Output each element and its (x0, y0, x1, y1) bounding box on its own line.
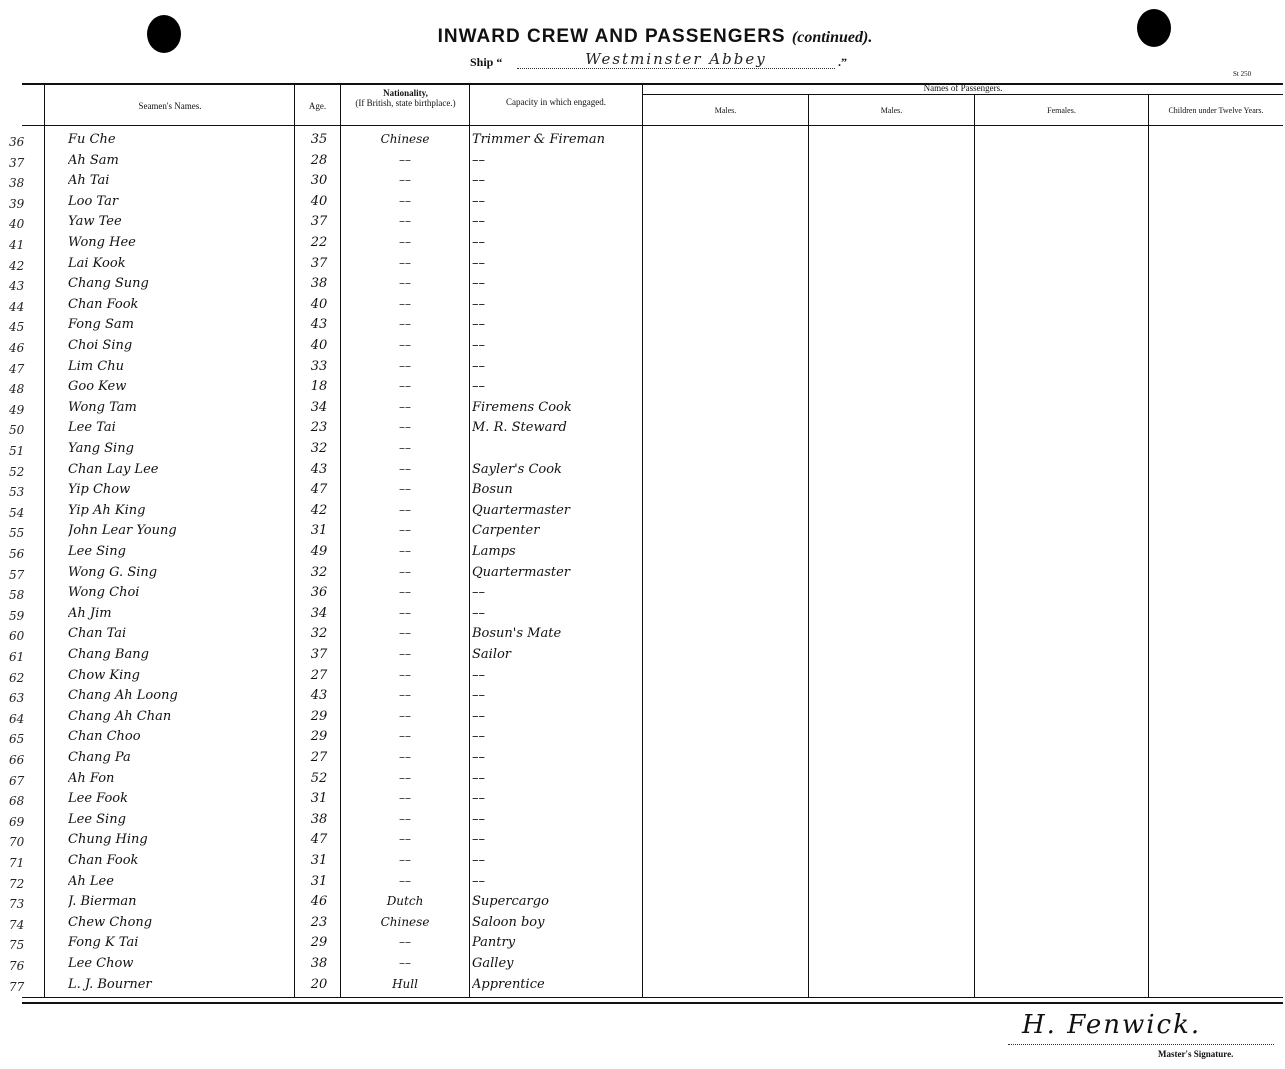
seaman-capacity: Supercargo (472, 894, 549, 909)
seaman-capacity: –– (472, 153, 485, 168)
seaman-capacity: Bosun's Mate (472, 626, 562, 641)
seaman-age: 37 (310, 214, 328, 229)
seaman-name: Chang Pa (68, 750, 131, 765)
seaman-capacity: –– (472, 668, 485, 683)
seaman-name: Lim Chu (68, 359, 124, 374)
seaman-age: 31 (310, 874, 328, 889)
seaman-nationality: –– (399, 791, 411, 805)
seaman-capacity: Lamps (472, 544, 516, 559)
seaman-nationality: –– (399, 812, 411, 826)
seaman-age: 37 (310, 256, 328, 271)
seaman-age: 49 (310, 544, 328, 559)
seaman-nationality: Chinese (380, 132, 430, 146)
seaman-capacity: Sayler's Cook (472, 462, 562, 477)
ship-label: Ship “ (470, 55, 503, 69)
seaman-age: 52 (310, 771, 328, 786)
seaman-capacity: Bosun (472, 482, 513, 497)
seaman-nationality: –– (399, 771, 411, 785)
seaman-capacity: –– (472, 317, 485, 332)
seaman-nationality: –– (399, 400, 411, 414)
row-number: 54 (9, 506, 25, 520)
seaman-capacity: Saloon boy (472, 915, 545, 930)
seaman-age: 43 (310, 462, 328, 477)
seaman-nationality: –– (399, 668, 411, 682)
seaman-name: Lee Sing (68, 544, 126, 559)
seaman-age: 47 (310, 832, 328, 847)
seaman-nationality: –– (399, 503, 411, 517)
seaman-age: 31 (310, 791, 328, 806)
seaman-nationality: –– (399, 276, 411, 290)
row-number: 57 (9, 568, 25, 582)
seaman-capacity: –– (472, 832, 485, 847)
seaman-age: 32 (310, 626, 328, 641)
seaman-age: 20 (310, 977, 328, 992)
seaman-nationality: –– (399, 709, 411, 723)
seaman-name: Lee Chow (68, 956, 134, 971)
row-number: 74 (9, 918, 25, 932)
column-rule (974, 95, 975, 997)
seaman-nationality: –– (399, 462, 411, 476)
row-number: 76 (9, 959, 25, 973)
seaman-name: Chew Chong (68, 915, 153, 930)
row-number: 63 (9, 691, 25, 705)
row-number: 47 (9, 362, 25, 376)
row-number: 51 (9, 444, 25, 458)
seaman-name: Wong Choi (68, 585, 140, 600)
seaman-capacity: –– (472, 214, 485, 229)
seaman-name: Yip Chow (68, 482, 131, 497)
column-rule (1148, 95, 1149, 997)
seaman-age: 36 (310, 585, 328, 600)
seaman-nationality: –– (399, 420, 411, 434)
form-number: St 250 (1233, 70, 1252, 78)
signature-line (1008, 1044, 1274, 1045)
seaman-nationality: –– (399, 317, 411, 331)
seaman-age: 40 (310, 194, 328, 209)
seaman-name: Chang Ah Chan (68, 709, 172, 724)
seaman-capacity: –– (472, 688, 485, 703)
seaman-age: 27 (310, 668, 328, 683)
row-number: 50 (9, 423, 25, 437)
header-males-2: Males. (880, 106, 903, 115)
seaman-age: 23 (310, 915, 328, 930)
seaman-capacity: –– (472, 874, 485, 889)
seaman-age: 35 (310, 132, 328, 147)
header-nationality (342, 88, 469, 108)
header-males-1: Males. (714, 106, 737, 115)
seaman-age: 31 (310, 523, 328, 538)
seaman-nationality: –– (399, 874, 411, 888)
seaman-capacity: Galley (472, 956, 514, 971)
seaman-nationality: –– (399, 153, 411, 167)
seaman-capacity: –– (472, 791, 485, 806)
seaman-name: Lee Tai (68, 420, 116, 435)
row-number: 60 (9, 629, 25, 643)
seaman-age: 42 (310, 503, 328, 518)
row-number: 77 (9, 980, 25, 994)
column-rule (294, 84, 295, 997)
seaman-name: John Lear Young (68, 523, 177, 538)
seaman-age: 31 (310, 853, 328, 868)
seaman-capacity: Trimmer & Fireman (472, 132, 605, 147)
seaman-age: 29 (310, 729, 328, 744)
seaman-nationality: –– (399, 173, 411, 187)
seaman-nationality: –– (399, 482, 411, 496)
row-number: 67 (9, 774, 25, 788)
row-number: 73 (9, 897, 25, 911)
seaman-name: Wong Hee (68, 235, 136, 250)
seaman-nationality: –– (399, 647, 411, 661)
seaman-age: 30 (310, 173, 328, 188)
seaman-name: Fong K Tai (68, 935, 139, 950)
row-number: 45 (9, 320, 25, 334)
row-number: 41 (9, 238, 25, 252)
column-rule (808, 95, 809, 997)
seaman-capacity: Quartermaster (472, 503, 571, 518)
row-number: 39 (9, 197, 25, 211)
row-number: 42 (9, 259, 25, 273)
seaman-age: 29 (310, 935, 328, 950)
seaman-name: Chan Fook (68, 853, 139, 868)
seaman-capacity: Sailor (472, 647, 512, 662)
seaman-capacity: –– (472, 729, 485, 744)
seaman-name: Chung Hing (68, 832, 148, 847)
seaman-nationality: –– (399, 750, 411, 764)
seaman-capacity: –– (472, 812, 485, 827)
column-rule (469, 84, 470, 997)
seaman-age: 22 (310, 235, 328, 250)
row-number: 64 (9, 712, 25, 726)
row-number: 56 (9, 547, 25, 561)
header-females: Females. (1047, 106, 1076, 115)
seaman-age: 43 (310, 317, 328, 332)
seaman-capacity: Apprentice (472, 977, 545, 992)
signature-label: Master's Signature. (1158, 1049, 1234, 1059)
seaman-nationality: –– (399, 585, 411, 599)
seaman-name: Chow King (68, 668, 140, 683)
seaman-nationality: –– (399, 441, 411, 455)
seaman-capacity: –– (472, 256, 485, 271)
seaman-name: Fong Sam (68, 317, 134, 332)
seaman-age: 38 (310, 956, 328, 971)
row-number: 44 (9, 300, 25, 314)
seaman-capacity: Pantry (472, 935, 516, 950)
seaman-name: Lai Kook (68, 256, 126, 271)
seaman-nationality: –– (399, 544, 411, 558)
table-bottom-rule (22, 997, 1283, 998)
seaman-nationality: –– (399, 832, 411, 846)
seaman-capacity: –– (472, 338, 485, 353)
master-signature: H. Fenwick. (1022, 1010, 1202, 1040)
seaman-capacity: Quartermaster (472, 565, 571, 580)
seaman-age: 47 (310, 482, 328, 497)
row-number: 69 (9, 815, 25, 829)
seaman-name: Ah Sam (68, 153, 119, 168)
seaman-nationality: –– (399, 729, 411, 743)
seaman-nationality: Hull (392, 977, 418, 991)
seaman-age: 38 (310, 276, 328, 291)
row-number: 48 (9, 382, 25, 396)
ship-label-close: .” (838, 55, 847, 69)
seaman-nationality: –– (399, 606, 411, 620)
seaman-nationality: –– (399, 194, 411, 208)
seaman-age: 38 (310, 812, 328, 827)
seaman-name: Ah Tai (68, 173, 110, 188)
row-number: 66 (9, 753, 25, 767)
seaman-name: Wong G. Sing (68, 565, 158, 580)
title-suffix: (continued). (791, 29, 873, 46)
column-rule (340, 84, 341, 997)
seaman-nationality: Dutch (386, 894, 424, 908)
seaman-capacity: –– (472, 585, 485, 600)
seaman-name: Ah Fon (68, 771, 115, 786)
row-number: 71 (9, 856, 25, 870)
seaman-name: Chan Choo (68, 729, 141, 744)
seaman-nationality: –– (399, 338, 411, 352)
seaman-name: J. Bierman (68, 894, 137, 909)
row-number: 65 (9, 732, 25, 746)
seaman-capacity: –– (472, 276, 485, 291)
table-bottom-rule-2 (22, 1002, 1283, 1004)
seaman-nationality: –– (399, 935, 411, 949)
seaman-age: 34 (310, 606, 328, 621)
seaman-name: Yip Ah King (68, 503, 146, 518)
row-number: 37 (9, 156, 25, 170)
seaman-capacity: –– (472, 379, 485, 394)
seaman-capacity: –– (472, 194, 485, 209)
seaman-nationality: –– (399, 956, 411, 970)
header-children: Children under Twelve Years. (1168, 106, 1264, 115)
seaman-name: Lee Sing (68, 812, 126, 827)
seaman-name: Chang Sung (68, 276, 149, 291)
seaman-capacity: –– (472, 173, 485, 188)
seaman-age: 32 (310, 441, 328, 456)
seaman-capacity: –– (472, 235, 485, 250)
seaman-nationality: –– (399, 359, 411, 373)
seaman-age: 43 (310, 688, 328, 703)
row-number: 61 (9, 650, 25, 664)
row-number: 53 (9, 485, 25, 499)
row-number: 55 (9, 526, 25, 540)
seaman-nationality: –– (399, 235, 411, 249)
seaman-name: Chang Ah Loong (68, 688, 178, 703)
row-number: 43 (9, 279, 25, 293)
header-nationality-label: Nationality, (383, 88, 428, 98)
seaman-capacity: –– (472, 709, 485, 724)
seaman-capacity: M. R. Steward (472, 420, 567, 435)
header-bottom-rule (22, 125, 1283, 126)
seaman-name: Wong Tam (68, 400, 137, 415)
seaman-capacity: –– (472, 606, 485, 621)
row-number: 62 (9, 671, 25, 685)
seaman-nationality: Chinese (380, 915, 430, 929)
seaman-age: 40 (310, 338, 328, 353)
passenger-group-rule (642, 94, 1283, 95)
row-number: 59 (9, 609, 25, 623)
seaman-age: 28 (310, 153, 328, 168)
row-number: 36 (9, 135, 25, 149)
seaman-name: Chang Bang (68, 647, 149, 662)
seaman-name: L. J. Bourner (68, 977, 152, 992)
seaman-age: 27 (310, 750, 328, 765)
seaman-nationality: –– (399, 688, 411, 702)
row-number: 75 (9, 938, 25, 952)
seaman-name: Ah Lee (68, 874, 114, 889)
seaman-nationality: –– (399, 214, 411, 228)
seaman-nationality: –– (399, 853, 411, 867)
seaman-name: Yang Sing (68, 441, 134, 456)
column-rule (642, 84, 643, 997)
row-number: 58 (9, 588, 25, 602)
seaman-capacity: Firemens Cook (472, 400, 572, 415)
row-number: 72 (9, 877, 25, 891)
seaman-age: 37 (310, 647, 328, 662)
header-passengers-group: Names of Passengers. (923, 83, 1003, 93)
header-nationality-note: (If British, state birthplace.) (355, 98, 456, 108)
seaman-capacity: –– (472, 359, 485, 374)
row-number: 46 (9, 341, 25, 355)
seaman-capacity: –– (472, 853, 485, 868)
seaman-name: Chan Tai (68, 626, 127, 641)
seaman-age: 29 (310, 709, 328, 724)
seaman-name: Lee Fook (68, 791, 128, 806)
seaman-age: 40 (310, 297, 328, 312)
seaman-nationality: –– (399, 297, 411, 311)
row-number: 49 (9, 403, 25, 417)
seaman-name: Chan Fook (68, 297, 139, 312)
header-seamen-names: Seamen's Names. (138, 101, 202, 111)
column-rule (44, 84, 45, 997)
seaman-name: Chan Lay Lee (68, 462, 159, 477)
seaman-nationality: –– (399, 379, 411, 393)
header-age: Age. (308, 101, 327, 111)
row-number: 70 (9, 835, 25, 849)
seaman-age: 46 (310, 894, 328, 909)
seaman-age: 32 (310, 565, 328, 580)
seaman-name: Loo Tar (68, 194, 119, 209)
seaman-capacity: Carpenter (472, 523, 540, 538)
row-number: 52 (9, 465, 25, 479)
row-number: 40 (9, 217, 25, 231)
header-capacity: Capacity in which engaged. (506, 97, 606, 107)
seaman-nationality: –– (399, 256, 411, 270)
seaman-nationality: –– (399, 626, 411, 640)
seaman-age: 33 (310, 359, 328, 374)
seaman-name: Choi Sing (68, 338, 133, 353)
seaman-name: Fu Che (68, 132, 116, 147)
seaman-nationality: –– (399, 523, 411, 537)
row-number: 68 (9, 794, 25, 808)
seaman-name: Goo Kew (68, 379, 127, 394)
seaman-nationality: –– (399, 565, 411, 579)
ship-name: Westminster Abbey (517, 50, 835, 69)
seaman-name: Yaw Tee (68, 214, 122, 229)
seaman-capacity: –– (472, 750, 485, 765)
seaman-capacity: –– (472, 297, 485, 312)
seaman-age: 18 (310, 379, 328, 394)
seaman-name: Ah Jim (68, 606, 112, 621)
row-number: 38 (9, 176, 25, 190)
seaman-age: 34 (310, 400, 328, 415)
seaman-age: 23 (310, 420, 328, 435)
page-title: INWARD CREW AND PASSENGERS (continued). (437, 26, 873, 47)
seaman-capacity: –– (472, 771, 485, 786)
